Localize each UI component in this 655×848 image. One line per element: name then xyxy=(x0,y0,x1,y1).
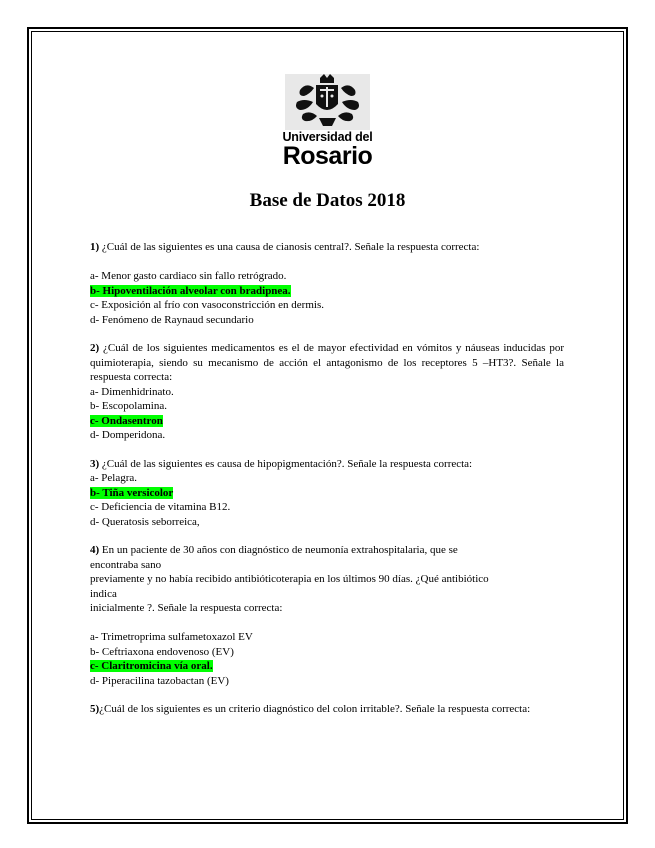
option-b: b- Ceftriaxona endovenoso (EV) xyxy=(90,645,234,658)
question-number: 2) xyxy=(90,342,100,354)
question-text-line3: previamente y no había recibido antibióticoterapia en los últimos 90 días. ¿Qué antibiótico xyxy=(90,573,489,585)
option-c: c- Deficiencia de vitamina B12. xyxy=(90,501,231,513)
coat-of-arms-icon xyxy=(270,72,385,130)
question-2 xyxy=(90,341,564,443)
question-text: ¿Cuál de las siguientes es causa de hipopigmentación?. Señale la respuesta correcta: xyxy=(101,457,473,470)
option-a: a- Trimetroprima sulfametoxazol EV xyxy=(90,631,253,643)
option-d: d- Domperidona. xyxy=(90,429,166,441)
logo-text-line1: Universidad del xyxy=(282,130,373,144)
option-d: d- Piperacilina tazobactan (EV) xyxy=(90,674,229,687)
logo-text-line2: Rosario xyxy=(282,142,373,170)
option-c-correct: c- Ondasentron xyxy=(90,414,163,427)
option-a: a- Pelagra. xyxy=(90,472,138,484)
option-c-correct: c- Claritromicina vía oral. xyxy=(90,660,213,672)
page-title: Base de Datos 2018 xyxy=(249,190,406,211)
question-text-line4: indica xyxy=(90,587,117,600)
option-d: d- Queratosis seborreica, xyxy=(90,515,200,528)
university-logo xyxy=(270,72,385,176)
option-b: b- Escopolamina. xyxy=(90,400,167,412)
option-c: c- Exposición al frío con vasoconstricción en dermis. xyxy=(90,299,324,311)
questions-list xyxy=(90,240,564,731)
question-text: ¿Cuál de los siguientes medicamentos es el de mayor efectividad en vómitos y náuseas inducidas por quimioterapia, siendo su mecanismo de acción el antagonismo de los receptores 5 –HT3?. Señale la respuesta correcta: xyxy=(90,342,565,383)
question-3 xyxy=(90,457,564,530)
option-a: a- Menor gasto cardiaco sin fallo retrógrado. xyxy=(90,270,287,282)
question-text-line2: encontraba sano xyxy=(90,558,162,571)
question-number: 4) xyxy=(90,544,100,556)
question-4 xyxy=(90,543,564,688)
question-number: 1) xyxy=(90,241,100,253)
question-5 xyxy=(90,702,564,717)
question-number: 5) xyxy=(90,703,100,715)
option-b-correct: b- Hipoventilación alveolar con bradipnea. xyxy=(90,284,291,297)
question-text: ¿Cuál de las siguientes es una causa de cianosis central?. Señale la respuesta correcta: xyxy=(101,241,480,253)
question-number: 3) xyxy=(90,457,100,470)
question-text: ¿Cuál de los siguientes es un criterio diagnóstico del colon irritable?. Señale la respuesta correcta: xyxy=(99,703,531,715)
option-b-correct: b- Tiña versicolor xyxy=(90,486,174,499)
option-a: a- Dimenhidrinato. xyxy=(90,385,174,398)
question-1 xyxy=(90,240,564,327)
option-d: d- Fenómeno de Raynaud secundario xyxy=(90,313,254,326)
question-text-line5: inicialmente ?. Señale la respuesta correcta: xyxy=(90,602,283,614)
question-text-line1: En un paciente de 30 años con diagnóstico de neumonía extrahospitalaria, que se xyxy=(101,544,458,556)
